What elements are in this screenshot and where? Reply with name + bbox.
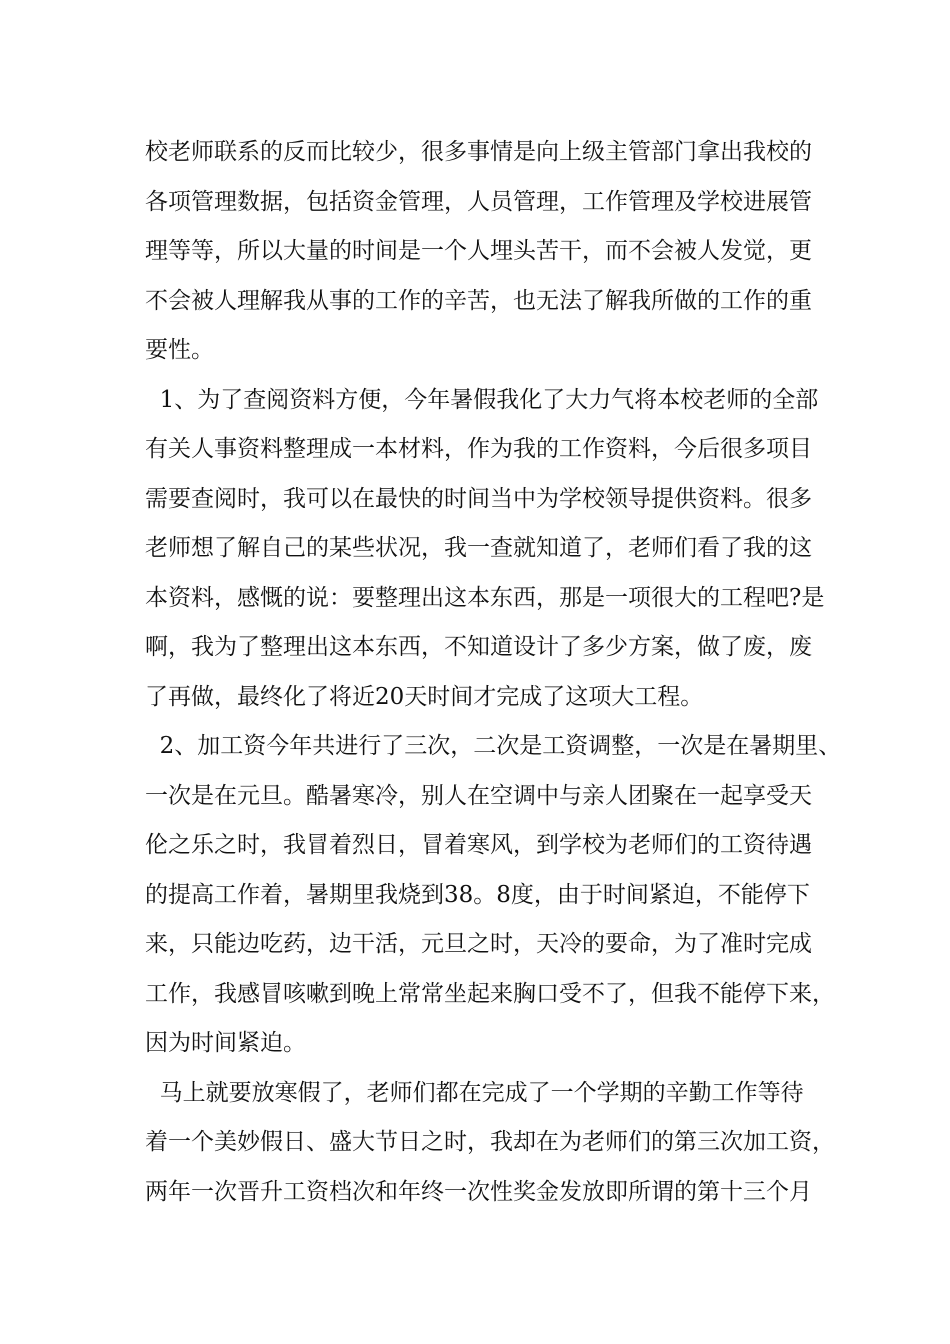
text-line: 了再做，最终化了将近20天时间才完成了这项大工程。 [145,683,704,710]
text-line: 伦之乐之时，我冒着烈日，冒着寒风，到学校为老师们的工资待遇 [145,832,812,858]
text-line: 各项管理数据，包括资金管理，人员管理，工作管理及学校进展管 [145,188,812,215]
text-line: 老师想了解自己的某些状况，我一查就知道了，老师们看了我的这 [145,535,812,561]
text-line: 马上就要放寒假了，老师们都在完成了一个学期的辛勤工作等待 [145,1079,804,1106]
text-line: 有关人事资料整理成一本材料，作为我的工作资料，今后很多项目 [145,436,812,462]
text-line: 两年一次晋升工资档次和年终一次性奖金发放即所谓的第十三个月 [145,1178,812,1205]
text-line: 需要查阅时，我可以在最快的时间当中为学校领导提供资料。很多 [145,485,812,512]
text-line: 因为时间紧迫。 [145,1030,306,1056]
text-line: 2、加工资今年共进行了三次，二次是工资调整，一次是在暑期里、 [145,733,842,759]
text-line: 来，只能边吃药，边干活，元旦之时，天冷的要命，为了准时完成 [145,931,812,957]
text-line: 校老师联系的反而比较少，很多事情是向上级主管部门拿出我校的 [145,139,812,165]
text-line: 要性。 [145,337,214,363]
text-line: 的提高工作着，暑期里我烧到38。8度，由于时间紧迫，不能停下 [145,881,810,908]
text-line: 啊，我为了整理出这本东西，不知道设计了多少方案，做了废，废 [145,634,812,660]
document-body [145,128,842,1217]
text-line: 本资料，感慨的说：要整理出这本东西，那是一项很大的工程吧?是 [145,584,825,611]
text-line: 工作，我感冒咳嗽到晚上常常坐起来胸口受不了，但我不能停下来， [145,980,835,1007]
text-line: 不会被人理解我从事的工作的辛苦，也无法了解我所做的工作的重 [145,287,812,314]
text-line: 理等等，所以大量的时间是一个人埋头苦干，而不会被人发觉，更 [145,238,812,264]
text-line: 1、为了查阅资料方便，今年暑假我化了大力气将本校老师的全部 [145,386,819,413]
text-line: 一次是在元旦。酷暑寒冷，别人在空调中与亲人团聚在一起享受天 [145,782,812,809]
text-line: 着一个美妙假日、盛大节日之时，我却在为老师们的第三次加工资， [145,1129,835,1155]
